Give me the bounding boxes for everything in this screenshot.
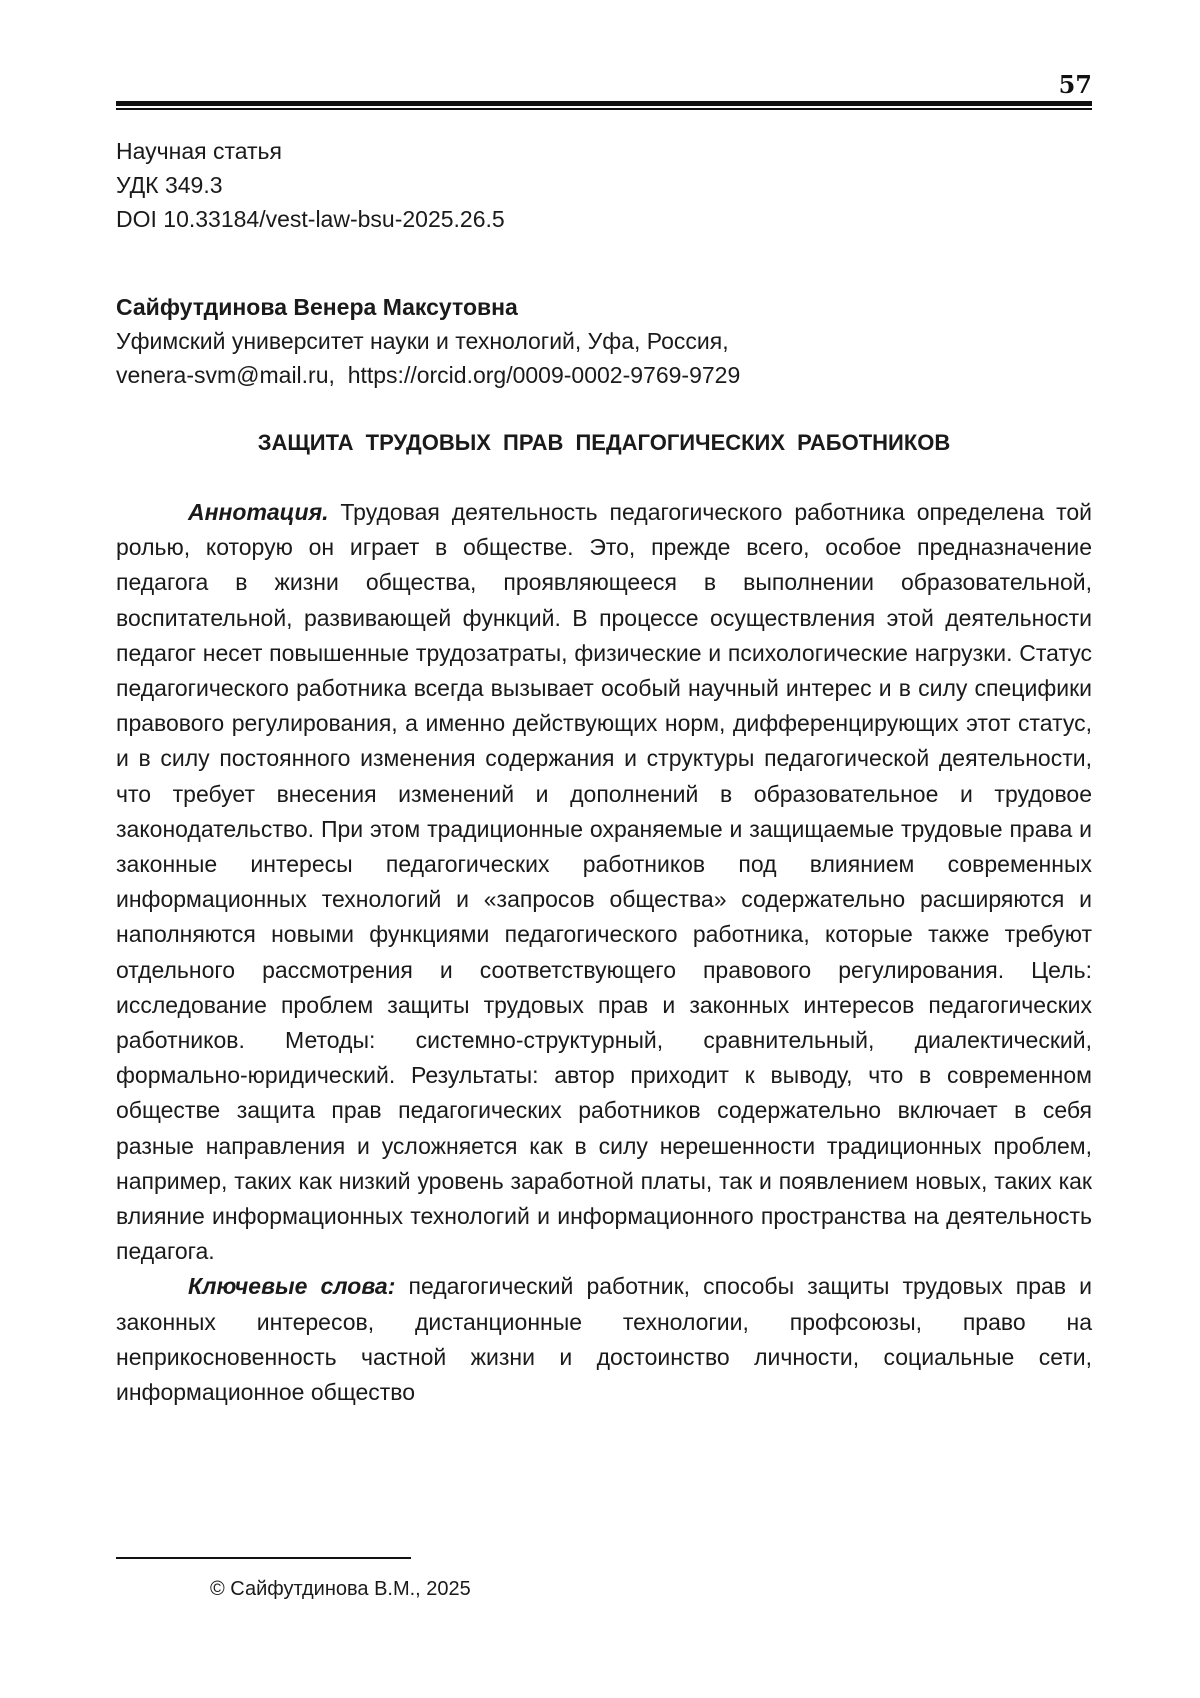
author-email: venera-svm@mail.ru, <box>116 362 335 388</box>
article-title: ЗАЩИТА ТРУДОВЫХ ПРАВ ПЕДАГОГИЧЕСКИХ РАБОТНИКОВ <box>257 430 951 455</box>
header-rule <box>116 101 1092 111</box>
author-name: Сайфутдинова Венера Максутовна <box>116 294 518 320</box>
article-type: Научная статья <box>116 138 282 164</box>
doi: DOI 10.33184/vest-law-bsu-2025.26.5 <box>116 206 505 232</box>
abstract-paragraph <box>116 495 1092 1269</box>
author-affiliation: Уфимский университет науки и технологий, Уфа, Россия, <box>116 328 729 354</box>
abstract-section <box>116 495 1092 1410</box>
keywords-label: Ключевые слова: <box>188 1273 396 1300</box>
keywords-text: педагогический работник, способы защиты трудовых прав и законных интересов, дистанционные технологии, профсоюзы, право на неприкосновенность частной жизни и достоинство личности, социальные сети, информационное общество <box>116 1273 1092 1406</box>
page-number: 57 <box>1058 70 1092 99</box>
author-contacts <box>116 358 740 392</box>
keywords-paragraph <box>116 1269 1092 1410</box>
abstract-text: Трудовая деятельность педагогического работника определена той ролью, которую он играет в обществе. Это, прежде всего, особое предназначение педагога в жизни общества, проявляющееся в выполнении образовательной, воспитательной, развивающей функций. В процессе осуществления этой деятельности педагог несет повышенные трудозатраты, физические и психологические нагрузки. Статус педагогического работника всегда вызывает особый научный интерес и в силу специфики правового регулирования, а именно действующих норм, дифференцирующих этот статус, и в силу постоянного изменения содержания и структуры педагогической деятельности, что требует внесения изменений и дополнений в образовательное и трудовое законодательство. При этом традиционные охраняемые и защищаемые трудовые права и законные интересы педагогических работников под влиянием современных информационных технологий и «запросов общества» содержательно расширяются и наполняются новыми функциями педагогического работника, которые также требуют отдельного рассмотрения и соответствующего правового регулирования. Цель: исследование проблем защиты трудовых прав и законных интересов педагогических работников. Методы: системно-структурный, сравнительный, диалектический, формально-юридический. Результаты: автор приходит к выводу, что в современном обществе защита прав педагогических работников содержательно включает в себя разные направления и усложняется как в силу нерешенности традиционных проблем, например, таких как низкий уровень заработной платы, так и появлением новых, таких как влияние информационных технологий и информационного пространства на деятельность педагога. <box>116 499 1092 1265</box>
header-rule-thick <box>116 101 1092 106</box>
article-meta <box>116 134 505 236</box>
udc-code: УДК 349.3 <box>116 172 223 198</box>
copyright-note: © Сайфутдинова В.М., 2025 <box>210 1578 471 1600</box>
header-rule-thin <box>116 108 1092 110</box>
footnote-rule <box>116 1557 411 1559</box>
abstract-label: Аннотация. <box>188 499 329 525</box>
author-orcid: https://orcid.org/0009-0002-9769-9729 <box>347 362 741 388</box>
author-block <box>116 290 740 392</box>
